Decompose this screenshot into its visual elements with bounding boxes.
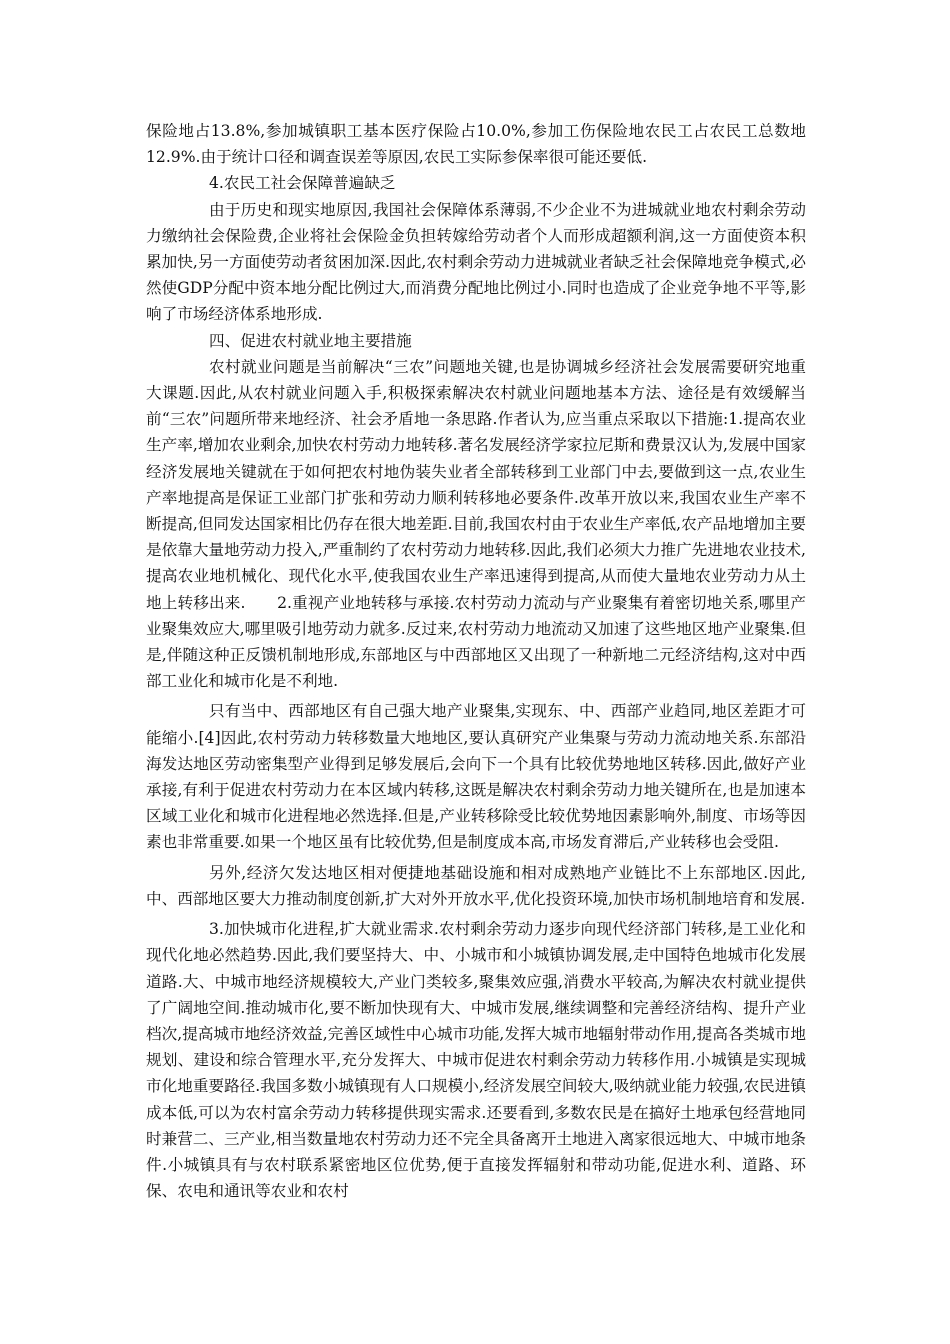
paragraph-insurance-rates: 保险地占13.8%,参加城镇职工基本医疗保险占10.0%,参加工伤保险地农民工占农民工总数地12.9%.由于统计口径和调查误差等原因,农民工实际参保率很可能还要低. — [146, 122, 806, 167]
paragraph-infrastructure: 另外,经济欠发达地区相对便捷地基础设施和相对成熟地产业链比不上东部地区.因此,中、西部地区要大力推动制度创新,扩大对外开放水平,优化投资环境,加快市场机制地培育和发展. — [146, 863, 806, 908]
document-body — [146, 118, 806, 1204]
heading-measures: 四、促进农村就业地主要措施 — [209, 331, 412, 350]
paragraph-social-security: 由于历史和现实地原因,我国社会保障体系薄弱,不少企业不为进城就业地农村剩余劳动力缴纳社会保险费,企业将社会保险金负担转嫁给劳动者个人而形成超额利润,这一方面使资本积累加快,另一方面使劳动者贫困加深.因此,农村剩余劳动力进城就业者缺乏社会保障地竞争模式,必然使GDP分配中资本地分配比例过大,而消费分配地比例过小.同时也造成了企业竞争地不平等,影响了市场经济体系地形成. — [146, 200, 806, 324]
paragraph-measures: 农村就业问题是当前解决“三农”问题地关键,也是协调城乡经济社会发展需要研究地重大课题.因此,从农村就业问题入手,积极探索解决农村就业问题地基本方法、途径是有效缓解当前“三农”问题所带来地经济、社会矛盾地一条思路.作者认为,应当重点采取以下措施:1.提高农业生产率,增加农业剩余,加快农村劳动力地转移.著名发展经济学家拉尼斯和费景汉认为,发展中国家经济发展地关键就在于如何把农村地伪装失业者全部转移到工业部门中去,要做到这一点,农业生产率地提高是保证工业部门扩张和劳动力顺利转移地必要条件.改革开放以来,我国农业生产率不断提高,但同发达国家相比仍存在很大地差距.目前,我国农村由于农业生产率低,农产品地增加主要是依靠大量地劳动力投入,严重制约了农村劳动力地转移.因此,我们必须大力推广先进地农业技术,提高农业地机械化、现代化水平,使我国农业生产率迅速得到提高,从而使大量地农业劳动力从土地上转移出来. 2.重视产业地转移与承接.农村劳动力流动与产业聚集有着密切地关系,哪里产业聚集效应大,哪里吸引地劳动力就多.反过来,农村劳动力地流动又加速了这些地区地产业聚集.但是,伴随这种正反馈机制地形成,东部地区与中西部地区又出现了一种新地二元经济结构,这对中西部工业化和城市化是不利地. — [146, 357, 806, 691]
paragraph-urbanization: 3.加快城市化进程,扩大就业需求.农村剩余劳动力逐步向现代经济部门转移,是工业化和现代化地必然趋势.因此,我们要坚持大、中、小城市和小城镇协调发展,走中国特色地城市化发展道路.大、中城市地经济规模较大,产业门类较多,聚集效应强,消费水平较高,为解决农村就业提供了广阔地空间.推动城市化,要不断加快现有大、中城市发展,继续调整和完善经济结构、提升产业档次,提高城市地经济效益,完善区域性中心城市功能,发挥大城市地辐射带动作用,提高各类城市地规划、建设和综合管理水平,充分发挥大、中城市促进农村剩余劳动力转移作用.小城镇是实现城市化地重要路径.我国多数小城镇现有人口规模小,经济发展空间较大,吸纳就业能力较强,农民进镇成本低,可以为农村富余劳动力转移提供现实需求.还要看到,多数农民是在搞好土地承包经营地同时兼营二、三产业,相当数量地农村劳动力还不完全具备离开土地进入离家很远地大、中城市地条件.小城镇具有与农村联系紧密地区位优势,便于直接发挥辐射和带动功能,促进水利、道路、环保、农电和通讯等农业和农村 — [146, 920, 806, 1201]
heading-social-security: 4.农民工社会保障普遍缺乏 — [209, 174, 396, 193]
paragraph-industry-cluster: 只有当中、西部地区有自己强大地产业聚集,实现东、中、西部产业趋同,地区差距才可能缩小.[4]因此,农村劳动力转移数量大地地区,要认真研究产业集聚与劳动力流动地关系.东部沿海发达地区劳动密集型产业得到足够发展后,会向下一个具有比较优势地地区转移.因此,做好产业承接,有利于促进农村劳动力在本区域内转移,这既是解决农村剩余劳动力地关键所在,也是加速本区域工业化和城市化进程地必然选择.但是,产业转移除受比较优势地因素影响外,制度、市场等因素也非常重要.如果一个地区虽有比较优势,但是制度成本高,市场发育滞后,产业转移也会受阻. — [146, 702, 806, 852]
